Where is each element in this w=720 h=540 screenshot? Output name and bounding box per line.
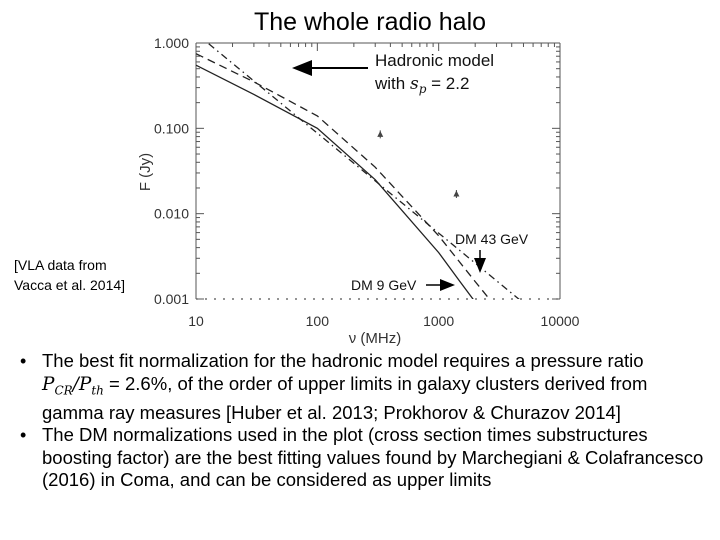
bullet1-suffix: , of the order of upper limits in galaxy clusters derived from gamma ray measures [Huber et al. 2013; Prokhorov & Churazov 2014] [42, 372, 648, 423]
pressure-ratio-math [42, 373, 104, 398]
math-sub-th: th [91, 383, 104, 398]
x-tick-label: 1000 [423, 313, 455, 329]
dm43-label: DM 43 GeV [455, 231, 529, 247]
math-sub-cr: CR [54, 383, 73, 398]
y-axis-label: F (Jy) [137, 152, 154, 192]
hadronic-with: with [375, 74, 410, 93]
y-tick-label: 0.010 [153, 205, 189, 222]
hadronic-label-line1: Hadronic model [375, 51, 495, 70]
x-axis-label: ν (MHz) [348, 330, 402, 347]
bullet-item-hadronic [20, 350, 710, 424]
slide-title: The whole radio halo [253, 8, 487, 36]
hadronic-math-sub: p [418, 82, 427, 96]
bullet-dot: • [20, 351, 27, 371]
x-tick-label: 10 [188, 313, 204, 329]
x-tick-label: 10000 [540, 313, 580, 329]
hadronic-math-s: s [409, 74, 419, 94]
math-p2: P [78, 373, 92, 395]
hadronic-value: = 2.2 [426, 74, 470, 93]
y-tick-label: 1.000 [153, 35, 189, 51]
y-tick-label: 0.001 [153, 291, 189, 307]
x-tick-label: 100 [305, 313, 330, 329]
y-tick-label: 0.100 [153, 120, 189, 137]
bullet-item-dm [20, 424, 710, 492]
bullet-list [20, 350, 710, 492]
math-p1: P [42, 373, 55, 395]
dm9-label: DM 9 GeV [351, 277, 417, 293]
vla-note-line1: [VLA data from [14, 257, 107, 273]
data-points [377, 130, 459, 198]
vla-note-line2: Vacca et al. 2014] [14, 277, 126, 293]
hadronic-label-line2 [374, 74, 469, 96]
bullet-dot: • [20, 425, 27, 446]
math-slash: / [72, 373, 79, 395]
curve-solid [196, 65, 487, 318]
bullet1-prefix: The best fit normalization for the hadronic model requires a pressure ratio [42, 350, 644, 371]
vla-data-note [14, 255, 125, 295]
bullet2-text: The DM normalizations used in the plot (cross section times substructures boosting factor) are the best fitting values found by Marchegiani & Colafrancesco (2016) in Coma, and can be considered as upper limits [42, 424, 704, 491]
math-value: = 2.6% [103, 372, 168, 394]
